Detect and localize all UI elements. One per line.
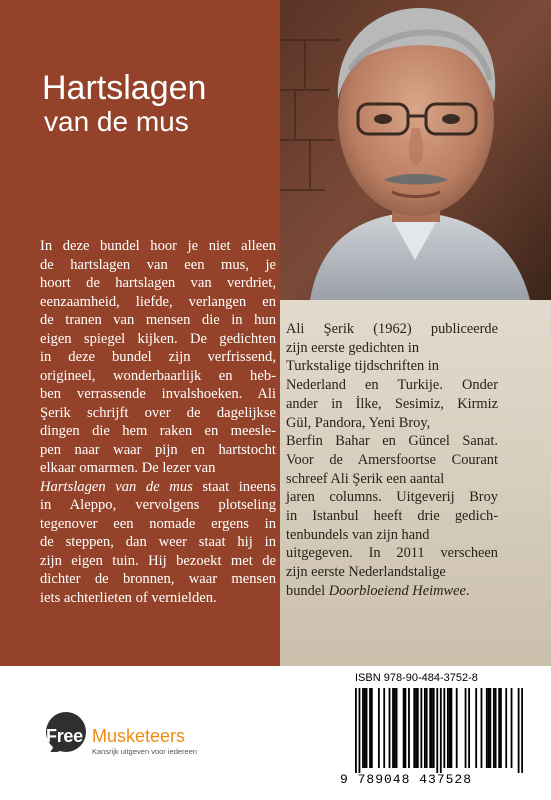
blurb-line: zijn eigen tuin. Hij bezoekt met de (40, 552, 276, 569)
barcode-bar (378, 688, 380, 768)
barcode-bar (443, 688, 445, 768)
barcode-bar (431, 688, 433, 768)
bio-line-pre: bundel (286, 582, 329, 599)
blurb-line: eigen spiegel kijken. De gedichten (40, 330, 276, 347)
barcode-bar (505, 688, 507, 768)
barcode-bar (521, 688, 523, 773)
barcode-bar (495, 688, 497, 768)
barcode-bar (465, 688, 467, 768)
blurb-line: de tranen van mensen die in hun (40, 312, 276, 328)
barcode-bar (440, 688, 442, 773)
author-biography (286, 320, 498, 601)
bio-line: Gül, Pandora, Yeni Broy, (286, 414, 431, 431)
blurb-line (40, 478, 276, 497)
barcode-bar (389, 688, 391, 768)
barcode-bar (366, 688, 368, 768)
bio-book-title-italic: Doorbloeiend Heimwee (328, 582, 466, 599)
blurb-line: In deze bundel hoor je niet alleen (40, 238, 276, 254)
blurb-line: eenzaamheid, liefde, verlangen en (40, 293, 276, 310)
bio-line: uitgegeven. In 2011 verscheen (286, 545, 498, 562)
barcode-bar (433, 688, 435, 768)
back-cover-right-panel (280, 0, 551, 666)
bio-line: schreef Ali Şerik een aantal (286, 470, 445, 487)
blurb-line: de steppen, dan weer staat hij in (40, 534, 276, 550)
publisher-name-musketeers: Musketeers (92, 726, 186, 746)
blurb-line: origineel, wonderbaarlijk en heb- (40, 367, 276, 384)
barcode-bar (369, 688, 371, 768)
bio-line: ander in İlke, Sesimiz, Kirmiz (286, 395, 498, 412)
barcode-bar (394, 688, 396, 768)
bio-line: zijn eerste gedichten in (286, 339, 420, 356)
barcode-bar (362, 688, 364, 768)
barcode-bar (405, 688, 407, 768)
book-title-line-1: Hartslagen (42, 69, 207, 107)
barcode-bar (371, 688, 373, 768)
bio-line: Turkstalige tijdschriften in (286, 358, 439, 375)
bio-line: Ali Şerik (1962) publiceerde (286, 321, 498, 337)
barcode-bar (396, 688, 398, 768)
blurb-line: in Aleppo, vervolgens plotseling (40, 497, 276, 513)
author-portrait-image (280, 0, 551, 300)
blurb-line: dingen die hem raken en meesle- (40, 423, 276, 439)
bio-line (286, 582, 498, 601)
barcode-bar (518, 688, 520, 773)
blurb-line: tegenover een nomade ergens in (40, 515, 276, 532)
ean13-barcode (355, 688, 523, 773)
back-cover-left-panel (0, 0, 280, 666)
barcode-bar (355, 688, 357, 773)
book-blurb (40, 237, 276, 607)
barcode-digits: 9 789048 437528 (340, 772, 473, 787)
blurb-line: Şerik schrijft over de dagelijkse (40, 404, 276, 421)
blurb-line: dichter de bronnen, waar mensen (40, 571, 276, 587)
barcode-bar (447, 688, 449, 768)
barcode-bar (456, 688, 458, 768)
barcode-bar (408, 688, 410, 768)
barcode-bar (424, 688, 426, 768)
blurb-book-title-italic: Hartslagen van de mus (40, 478, 193, 495)
blurb-line: hoort de hartslagen van verdriet, (40, 275, 276, 291)
barcode-bar (449, 688, 451, 768)
blurb-line: de hartslagen van een mus, je (40, 256, 276, 273)
blurb-line: in deze bundel zijn verfrissend, (40, 349, 276, 365)
book-title-line-2: van de mus (44, 105, 189, 137)
bio-line: tenbundels van zijn hand (286, 526, 430, 543)
bio-line-post: . (465, 582, 470, 599)
barcode-bar (415, 688, 417, 768)
barcode-bar (420, 688, 422, 768)
barcode-bar (429, 688, 431, 768)
blurb-line: elkaar omarmen. De lezer van (40, 460, 216, 476)
barcode-bar (511, 688, 513, 768)
bio-line: Berfin Bahar en Güncel Sanat. (286, 433, 498, 450)
bio-line: Nederland en Turkije. Onder (286, 377, 498, 394)
barcode-bar (383, 688, 385, 768)
barcode-bar (364, 688, 366, 768)
book-title (42, 70, 272, 137)
blurb-line: pen naar waar pijn en hartstocht (40, 441, 276, 458)
barcode-bar (500, 688, 502, 768)
bio-line: zijn eerste Nederlandstalige (286, 564, 446, 581)
blurb-line-rest: staat ineens (192, 478, 276, 495)
barcode-bar (417, 688, 419, 768)
barcode-bar (450, 688, 452, 768)
barcode-bar (359, 688, 361, 773)
barcode-bar (489, 688, 491, 768)
publisher-name-free: Free (46, 726, 83, 746)
barcode-bar (392, 688, 394, 768)
bio-line: in Istanbul heeft drie gedich- (286, 508, 498, 525)
barcode-bar (468, 688, 470, 768)
bio-line: jaren columns. Uitgeverij Broy (286, 489, 498, 506)
barcode-bar (488, 688, 490, 768)
publisher-logo (40, 694, 220, 764)
barcode-bar (413, 688, 415, 768)
barcode-bar (493, 688, 495, 768)
blurb-line: ben verrassende invalshoeken. Ali (40, 386, 276, 402)
barcode-bar (426, 688, 428, 768)
publisher-tagline: Kansrijk uitgeven voor iedereen (92, 747, 198, 756)
barcode-bar (498, 688, 500, 768)
barcode-bar (475, 688, 477, 768)
barcode-bar (403, 688, 405, 768)
blurb-line: iets achterlieten of vernielden. (40, 589, 217, 606)
barcode-bar (486, 688, 488, 768)
barcode-bar (481, 688, 483, 768)
barcode-bar (436, 688, 438, 773)
isbn-label: ISBN 978-90-484-3752-8 (355, 672, 478, 684)
bio-line: Voor de Amersfoortse Courant (286, 451, 498, 468)
